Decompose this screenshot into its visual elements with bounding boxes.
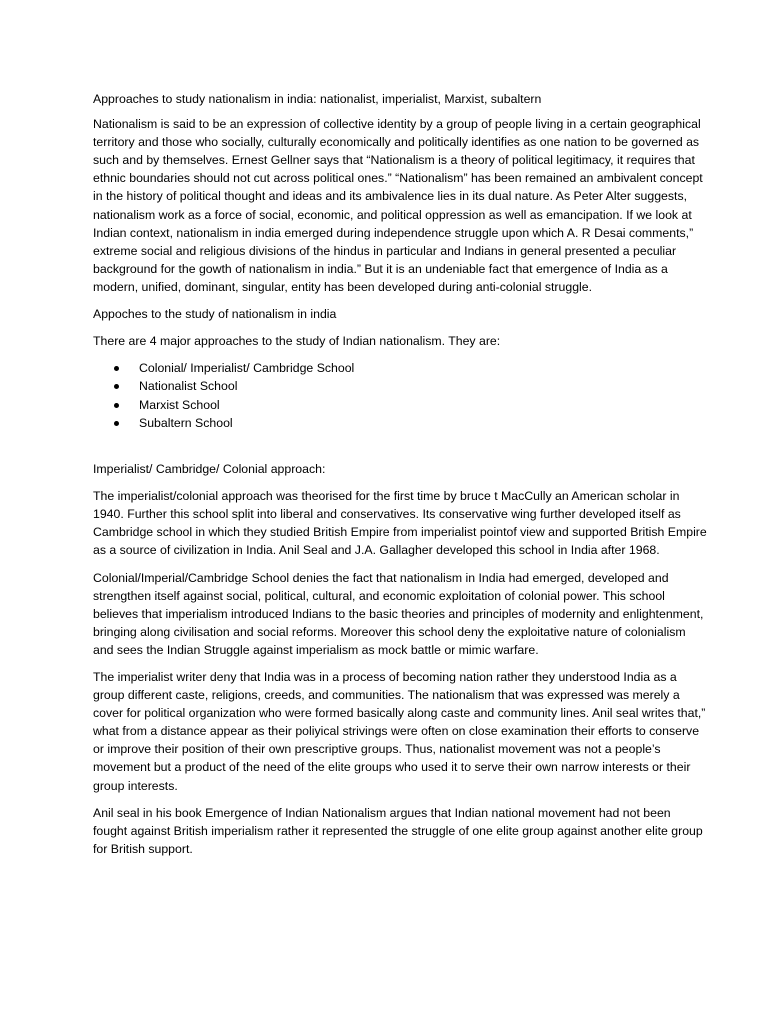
subheading-imperialist: Imperialist/ Cambridge/ Colonial approach: <box>93 462 326 477</box>
list-item: Marxist School <box>93 396 708 414</box>
paragraph-anil-seal: Anil seal in his book Emergence of Indian Nationalism argues that Indian national movement had not been fought against British imperialism rather it represented the struggle of one elite group against another elite group for British support. <box>93 805 703 856</box>
approaches-list <box>93 359 708 432</box>
paragraph-imperialist-writers: The imperialist writer deny that India was in a process of becoming nation rather they understood India as a group different caste, religions, creeds, and communities. The nationalism that was expressed was merely a cover for political organization who were formed basically along caste and community lines. Anil seal writes that,” what from a distance appear as their poliyical strivings were often on close examination their efforts to conserve or improve their position of their own prescriptive groups. Thus, nationalist movement was not a people’s movement but a product of the need of the elite groups who used it to serve their own narrow interests or their group interests. <box>93 669 706 793</box>
list-item: Subaltern School <box>93 414 708 432</box>
paragraph-cambridge-school: Colonial/Imperial/Cambridge School denies the fact that nationalism in India had emerged, developed and strengthen itself against social, political, cultural, and economic exploitation of colonial power. This school believes that imperialism introduced Indians to the basic theories and principles of modernity and enlightenment, bringing along civilisation and social reforms. Moreover this school deny the exploitative nature of colonialism and sees the Indian Struggle against imperialism as mock battle or mimic warfare. <box>93 570 704 657</box>
spacer <box>93 432 708 460</box>
bullet-icon <box>114 403 119 408</box>
list-item: Colonial/ Imperialist/ Cambridge School <box>93 359 708 377</box>
bullet-icon <box>114 421 119 426</box>
paragraph-imperialist-origin: The imperialist/colonial approach was theorised for the first time by bruce t MacCully an American scholar in 1940. Further this school split into liberal and conservatives. Its conservative wing further developed itself as Cambridge school in which they studied British Empire from imperialist pointof view and supported British Empire as a source of civilization in India. Anil Seal and J.A. Gallagher developed this school in India after 1968. <box>93 489 707 558</box>
list-intro: There are 4 major approaches to the study of Indian nationalism. They are: <box>93 334 501 349</box>
list-item: Nationalist School <box>93 377 708 395</box>
bullet-icon <box>114 366 119 371</box>
bullet-icon <box>114 384 119 389</box>
document-title: Approaches to study nationalism in india: nationalist, imperialist, Marxist, subaltern <box>93 92 542 106</box>
paragraph-intro: Nationalism is said to be an expression of collective identity by a group of people living in a certain geographical territory and those who socially, culturally economically and politically identifies as one nation to be governed as such and by themselves. Ernest Gellner says that “Nationalism is a theory of political legitimacy, it requires that ethnic boundaries should not cut across political ones.” “Nationalism” has been remained an ambivalent concept in the history of political thought and ideas and its ambivalence lies in its dual nature. As Peter Alter suggests, nationalism work as a force of social, economic, and political oppression as well as emancipation. If we look at Indian context, nationalism in india emerged during independence struggle upon which A. R Desai comments,” extreme social and religious divisions of the hindus in particular and Indians in general presented a peculiar background for the gowth of nationalism in india.” But it is an undeniable fact that emergence of India as a modern, unified, dominant, singular, entity has been developed during anti-colonial struggle. <box>93 117 703 294</box>
subheading-approaches: Appoches to the study of nationalism in india <box>93 307 337 322</box>
